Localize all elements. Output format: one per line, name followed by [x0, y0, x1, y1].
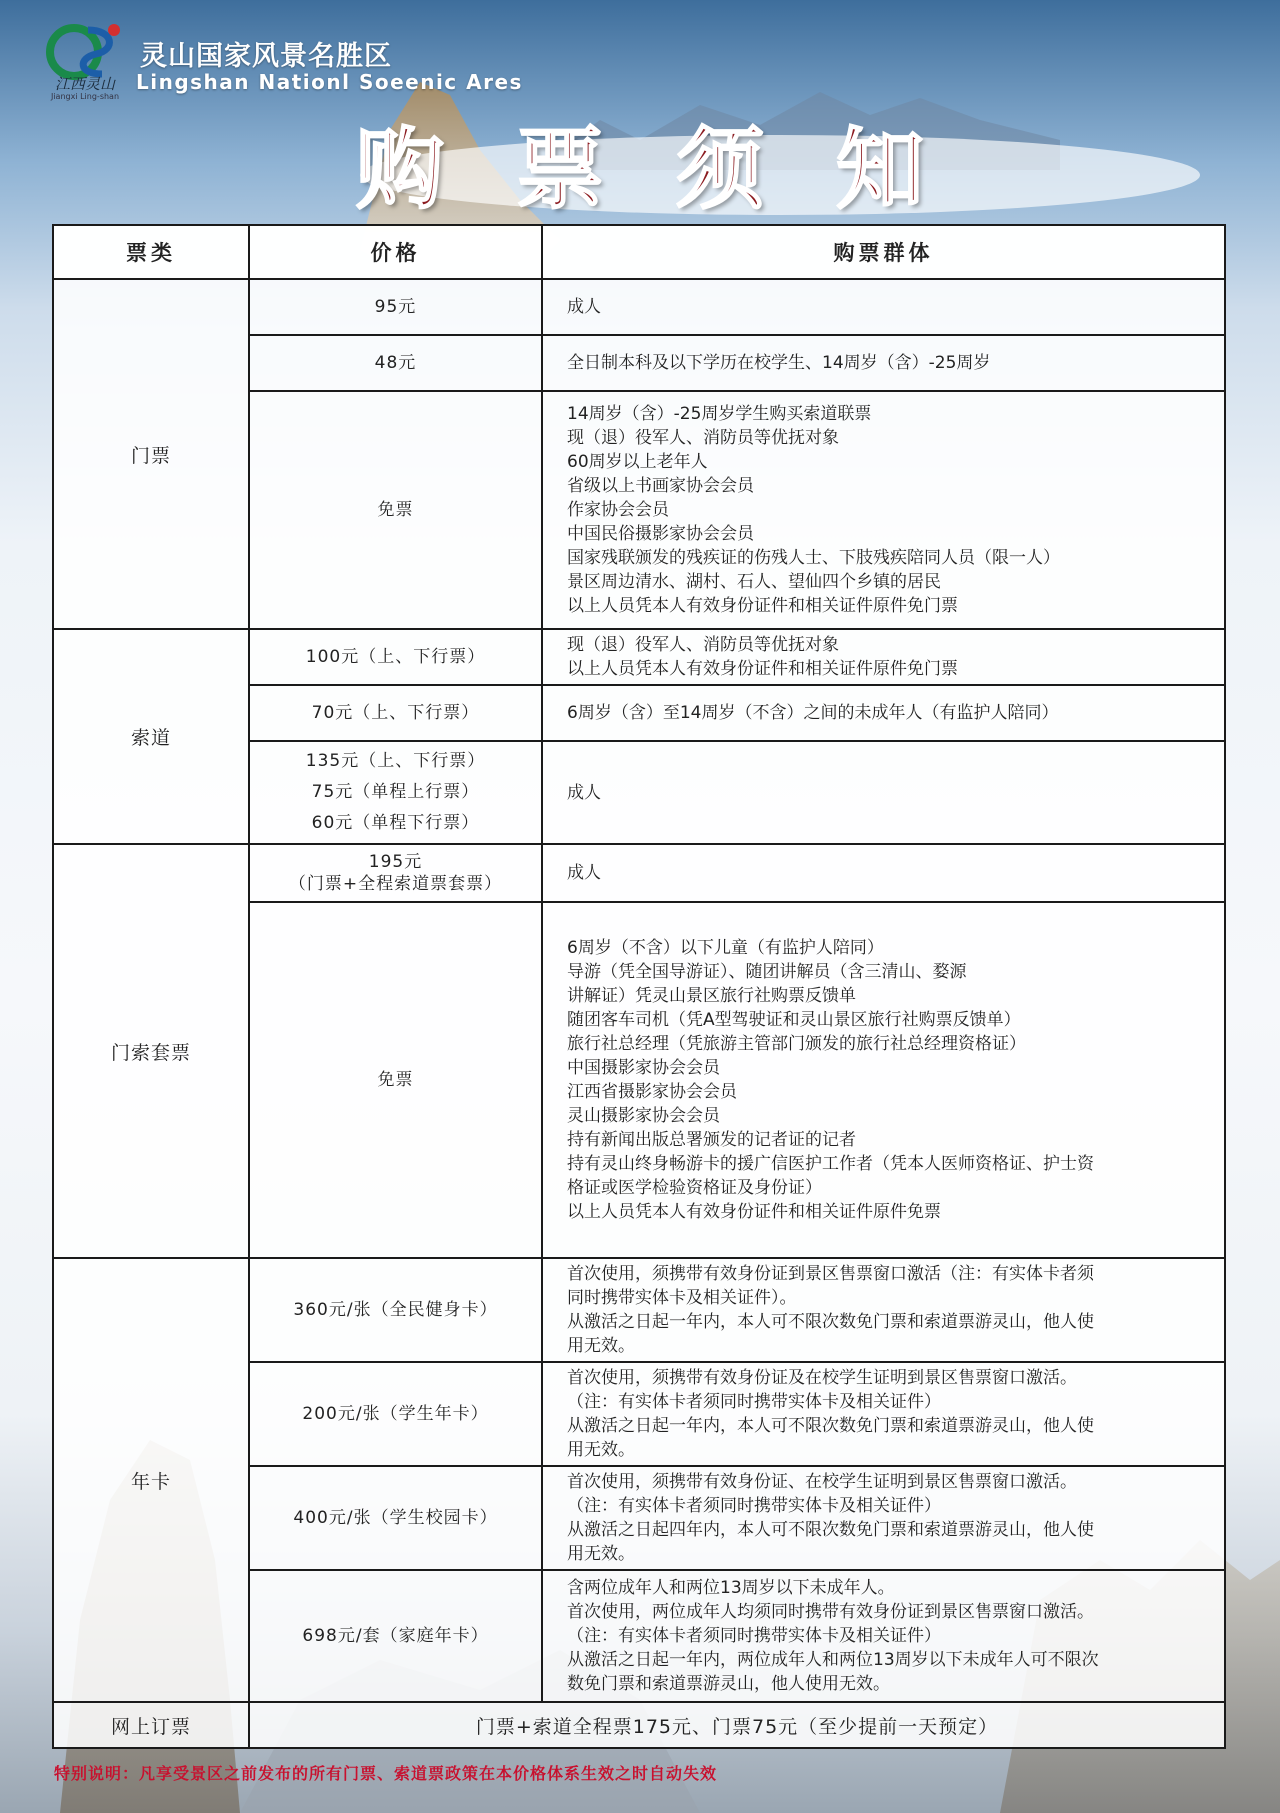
group-cell: [542, 335, 1225, 391]
page-title: [0, 100, 1280, 226]
price-line: 60元（单程下行票）: [311, 813, 480, 833]
group-line: 用无效。: [567, 1544, 635, 1564]
group-line: 首次使用，须携带有效身份证及在校学生证明到景区售票窗口激活。: [567, 1368, 1077, 1388]
title-char: 票: [515, 118, 604, 221]
group-cell: [542, 1362, 1225, 1466]
online-booking-row: [53, 1702, 1225, 1748]
table-row: [53, 629, 1225, 685]
group-line: 成人: [567, 297, 601, 317]
price-line: 免票: [377, 1069, 414, 1090]
price-line: 95元: [374, 296, 417, 317]
group-cell: [542, 391, 1225, 629]
group-line: 首次使用，两位成年人均须同时携带有效身份证到景区售票窗口激活。: [567, 1602, 1094, 1622]
group-line: 从激活之日起四年内，本人可不限次数免门票和索道票游灵山，他人使: [567, 1520, 1094, 1540]
group-line: 作家协会会员: [567, 500, 669, 520]
table-row: [53, 1258, 1225, 1362]
group-line: 14周岁（含）-25周岁学生购买索道联票: [567, 404, 872, 424]
group-line: 导游（凭全国导游证）、随团讲解员（含三清山、婺源: [567, 962, 967, 982]
price-line: 免票: [377, 499, 414, 520]
category-online: 网上订票: [53, 1702, 249, 1748]
group-line: 旅行社总经理（凭旅游主管部门颁发的旅行社总经理资格证）: [567, 1034, 1026, 1054]
group-line: 成人: [567, 782, 601, 803]
category-cableway: 索道: [53, 629, 249, 844]
price-line: 70元（上、下行票）: [311, 702, 480, 723]
group-line: 从激活之日起一年内，两位成年人和两位13周岁以下未成年人可不限次: [567, 1650, 1099, 1670]
group-line: 从激活之日起一年内，本人可不限次数免门票和索道票游灵山，他人使: [567, 1312, 1094, 1332]
price-line: 135元（上、下行票）: [305, 751, 486, 771]
group-cell: [542, 902, 1225, 1258]
group-line: 首次使用，须携带有效身份证、在校学生证明到景区售票窗口激活。: [567, 1472, 1077, 1492]
price-line: （门票+全程索道票套票）: [288, 874, 503, 894]
group-line: 同时携带实体卡及相关证件）。: [567, 1288, 797, 1308]
group-line: 中国民俗摄影家协会会员: [567, 524, 754, 544]
group-line: 6周岁（不含）以下儿童（有监护人陪同）: [567, 938, 884, 958]
price-cell: [249, 1570, 542, 1702]
group-line: 首次使用，须携带有效身份证到景区售票窗口激活（注：有实体卡者须: [567, 1264, 1094, 1284]
org-name-cn: 灵山国家风景名胜区: [140, 41, 392, 72]
group-line: 60周岁以上老年人: [567, 452, 708, 472]
group-cell: [542, 1570, 1225, 1702]
price-cell: [249, 844, 542, 902]
group-line: 以上人员凭本人有效身份证件和相关证件原件免门票: [567, 659, 958, 679]
price-line: 48元: [374, 352, 417, 373]
group-cell: [542, 1258, 1225, 1362]
group-line: 中国摄影家协会会员: [567, 1058, 720, 1078]
group-line: 现（退）役军人、消防员等优抚对象: [567, 635, 839, 655]
ticket-table: [52, 224, 1226, 1749]
group-line: 含两位成年人和两位13周岁以下未成年人。: [567, 1578, 895, 1598]
group-line: 灵山摄影家协会会员: [567, 1106, 720, 1126]
group-cell: [542, 741, 1225, 844]
org-name-en: Lingshan Nationl Soeenic Ares: [136, 70, 523, 94]
title-char: 须: [676, 118, 765, 221]
group-line: 讲解证）凭灵山景区旅行社购票反馈单: [567, 986, 856, 1006]
group-line: 现（退）役军人、消防员等优抚对象: [567, 428, 839, 448]
category-admission: 门票: [53, 279, 249, 629]
price-line: 195元: [368, 852, 423, 872]
group-line: 以上人员凭本人有效身份证件和相关证件原件免门票: [567, 596, 958, 616]
special-note: 特别说明：凡享受景区之前发布的所有门票、索道票政策在本价格体系生效之时自动失效: [54, 1764, 718, 1783]
price-line: 698元/套（家庭年卡）: [302, 1625, 489, 1646]
group-line: 持有灵山终身畅游卡的援广信医护工作者（凭本人医师资格证、护士资: [567, 1154, 1094, 1174]
category-combo: 门索套票: [53, 844, 249, 1258]
price-cell: [249, 685, 542, 741]
group-cell: [542, 279, 1225, 335]
group-line: 以上人员凭本人有效身份证件和相关证件原件免票: [567, 1202, 941, 1222]
category-annual-card: 年卡: [53, 1258, 249, 1702]
group-line: 全日制本科及以下学历在校学生、14周岁（含）-25周岁: [567, 353, 991, 373]
table-row: [53, 844, 1225, 902]
group-line: （注：有实体卡者须同时携带实体卡及相关证件）: [567, 1626, 941, 1646]
price-cell: [249, 335, 542, 391]
group-line: 6周岁（含）至14周岁（不含）之间的未成年人（有监护人陪同）: [567, 703, 1059, 723]
price-cell: [249, 1362, 542, 1466]
online-booking-text: 门票+索道全程票175元、门票75元（至少提前一天预定）: [249, 1702, 1225, 1748]
group-line: 国家残联颁发的残疾证的伤残人士、下肢残疾陪同人员（限一人）: [567, 548, 1060, 568]
price-line: 100元（上、下行票）: [305, 646, 486, 667]
price-cell: [249, 391, 542, 629]
group-line: 江西省摄影家协会会员: [567, 1082, 737, 1102]
header-ticket-type: 票类: [53, 225, 249, 279]
group-line: 持有新闻出版总署颁发的记者证的记者: [567, 1130, 856, 1150]
group-line: （注：有实体卡者须同时携带实体卡及相关证件）: [567, 1496, 941, 1516]
price-cell: [249, 279, 542, 335]
price-line: 400元/张（学生校园卡）: [293, 1507, 498, 1528]
group-line: 用无效。: [567, 1440, 635, 1460]
title-char: 购: [355, 118, 444, 221]
group-line: 随团客车司机（凭A型驾驶证和灵山景区旅行社购票反馈单）: [567, 1010, 1021, 1030]
group-line: 成人: [567, 863, 601, 883]
group-cell: [542, 629, 1225, 685]
price-line: 200元/张（学生年卡）: [302, 1403, 489, 1424]
price-cell: [249, 741, 542, 844]
header-price: 价格: [249, 225, 542, 279]
group-line: 格证或医学检验资格证及身份证）: [567, 1178, 822, 1198]
group-line: 景区周边清水、湖村、石人、望仙四个乡镇的居民: [567, 572, 941, 592]
logo-script-subtext: Jiangxi Ling-shan: [50, 92, 120, 101]
group-line: 省级以上书画家协会会员: [567, 476, 754, 496]
group-cell: [542, 685, 1225, 741]
price-line: 360元/张（全民健身卡）: [293, 1299, 498, 1320]
price-cell: [249, 629, 542, 685]
title-char: 知: [836, 118, 925, 221]
group-line: （注：有实体卡者须同时携带实体卡及相关证件）: [567, 1392, 941, 1412]
table-header-row: [53, 225, 1225, 279]
header-buyer-group: 购票群体: [542, 225, 1225, 279]
group-line: 用无效。: [567, 1336, 635, 1356]
price-line: 75元（单程上行票）: [311, 782, 480, 802]
logo-script-text: 江西灵山: [54, 75, 115, 93]
table-row: [53, 279, 1225, 335]
group-line: 从激活之日起一年内，本人可不限次数免门票和索道票游灵山，他人使: [567, 1416, 1094, 1436]
price-cell: [249, 902, 542, 1258]
group-cell: [542, 844, 1225, 902]
price-cell: [249, 1258, 542, 1362]
group-line: 数免门票和索道票游灵山，他人使用无效。: [567, 1674, 890, 1694]
group-cell: [542, 1466, 1225, 1570]
price-cell: [249, 1466, 542, 1570]
